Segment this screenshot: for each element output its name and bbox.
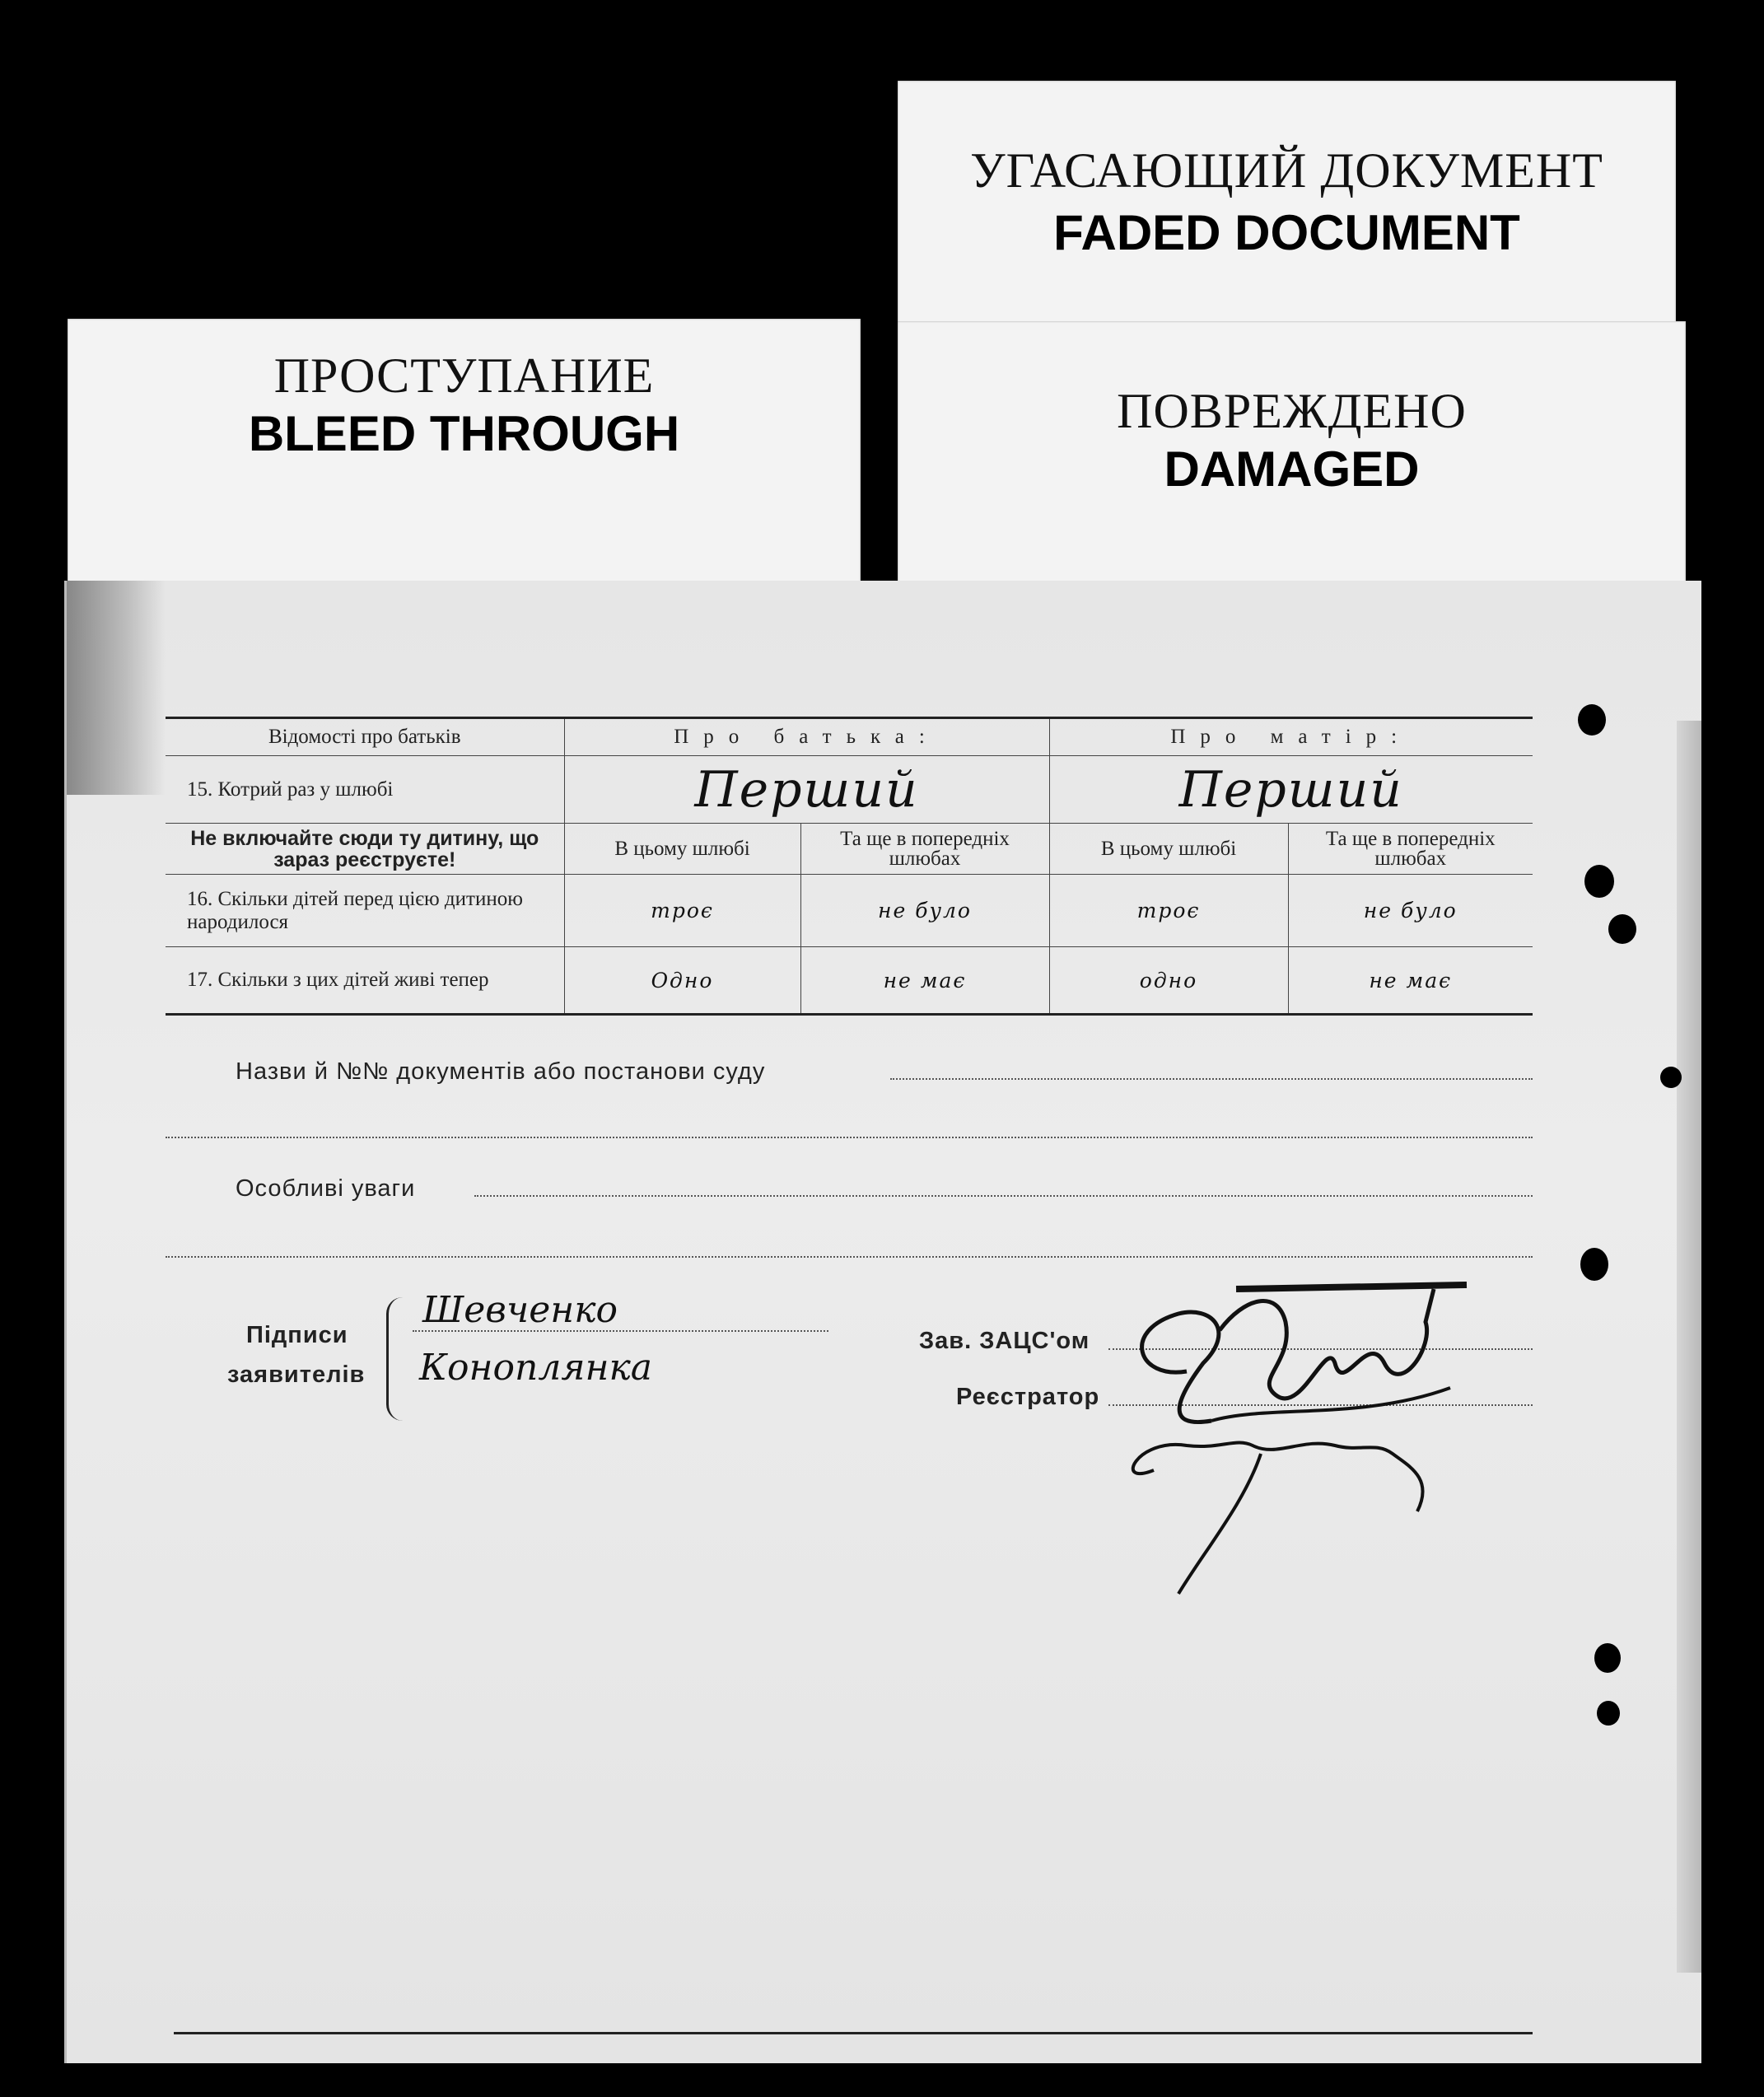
table-header-row	[166, 718, 1533, 756]
punch-hole	[1660, 1067, 1682, 1088]
subheader-father-this: В цьому шлюбі	[564, 824, 800, 875]
header-mother: Про матір:	[1049, 718, 1533, 756]
applicant-signature-1: Шевченко	[422, 1289, 618, 1331]
row17-father-this: Одно	[564, 947, 800, 1015]
subheader-note: Не включайте сюди ту дитину, що зараз реєструєте!	[166, 824, 564, 875]
head-of-registry-label: Зав. ЗАЦС'ом	[919, 1328, 1090, 1354]
punch-hole	[1578, 704, 1606, 736]
row-17	[166, 947, 1533, 1015]
sheet-edge-shadow	[67, 581, 166, 795]
punch-hole	[1597, 1701, 1620, 1726]
registrar-label: Реєстратор	[956, 1384, 1100, 1410]
punch-hole	[1584, 865, 1614, 898]
faded-slip-english: FADED DOCUMENT	[1053, 205, 1520, 260]
signatures-label-2: заявителів	[227, 1361, 366, 1388]
faded-slip-russian: УГАСАЮЩИЙ ДОКУМЕНТ	[970, 143, 1603, 198]
sheet-right-edge	[1677, 721, 1701, 1973]
row-15	[166, 756, 1533, 824]
official-signature-scribble	[1088, 1240, 1500, 1602]
header-label: Відомості про батьків	[166, 718, 564, 756]
punch-hole	[1608, 914, 1636, 944]
row16-mother-this: троє	[1049, 875, 1288, 947]
subheader-mother-previous: Та ще в попередніх шлюбах	[1288, 824, 1533, 875]
subheader-father-previous: Та ще в попередніх шлюбах	[800, 824, 1049, 875]
row16-father-this: троє	[564, 875, 800, 947]
subheader-mother-this: В цьому шлюбі	[1049, 824, 1288, 875]
row16-label: 16. Скільки дітей перед цією дитиною народилося	[166, 875, 564, 947]
row16-mother-previous: не було	[1288, 875, 1533, 947]
notes-label: Особливі уваги	[236, 1175, 416, 1202]
bleed-slip-english: BLEED THROUGH	[248, 406, 680, 461]
table-subheader-row	[166, 824, 1533, 875]
signatures-brace	[386, 1297, 404, 1421]
bleed-slip-russian: ПРОСТУПАНИЕ	[273, 348, 655, 403]
signatures-label-1: Підписи	[246, 1322, 348, 1348]
damaged-slip	[898, 321, 1686, 601]
applicant-signature-2: Коноплянка	[419, 1347, 652, 1389]
parents-info-table	[166, 717, 1533, 1016]
header-father: Про батька:	[564, 718, 1049, 756]
form-sheet	[64, 581, 1701, 2063]
row-16	[166, 875, 1533, 947]
row15-label: 15. Котрий раз у шлюбі	[166, 756, 564, 824]
punch-hole	[1594, 1643, 1621, 1673]
bleed-through-slip	[68, 319, 861, 599]
faded-document-slip	[898, 81, 1676, 340]
bottom-rule	[174, 2032, 1533, 2034]
punch-hole	[1580, 1248, 1608, 1281]
row17-label: 17. Скільки з цих дітей живі тепер	[166, 947, 564, 1015]
documents-label: Назви й №№ документів або постанови суду	[236, 1058, 766, 1085]
notes-dotted-line	[474, 1195, 1533, 1197]
row16-father-previous: не було	[800, 875, 1049, 947]
documents-dotted-line	[890, 1078, 1533, 1080]
documents-dotted-line-2	[166, 1137, 1533, 1138]
row15-mother-value: Перший	[1049, 756, 1533, 824]
row17-father-previous: не має	[800, 947, 1049, 1015]
damaged-slip-russian: ПОВРЕЖДЕНО	[1117, 384, 1467, 438]
row17-mother-previous: не має	[1288, 947, 1533, 1015]
damaged-slip-english: DAMAGED	[1164, 441, 1420, 497]
signature-line-1	[413, 1330, 828, 1332]
row15-father-value: Перший	[564, 756, 1049, 824]
row17-mother-this: одно	[1049, 947, 1288, 1015]
